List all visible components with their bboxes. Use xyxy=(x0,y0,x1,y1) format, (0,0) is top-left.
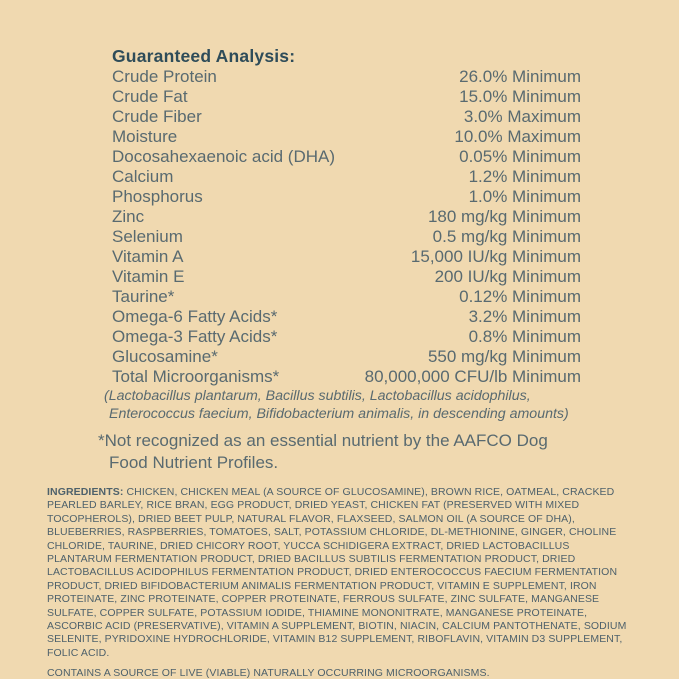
nutrient-name: Omega-6 Fatty Acids* xyxy=(112,307,278,326)
nutrient-name: Total Microorganisms* xyxy=(112,367,280,386)
analysis-row xyxy=(112,187,581,207)
aafco-footnote-line: Food Nutrient Profiles. xyxy=(109,452,279,472)
guaranteed-analysis-heading: Guaranteed Analysis: xyxy=(112,46,296,66)
nutrient-value: 0.8% Minimum xyxy=(468,327,581,346)
nutrient-name: Crude Fiber xyxy=(112,107,202,126)
nutrient-name: Vitamin A xyxy=(112,247,184,266)
ingredients-section xyxy=(47,486,635,679)
analysis-row xyxy=(112,307,581,327)
nutrient-value: 1.0% Minimum xyxy=(468,187,581,206)
nutrient-name: Docosahexaenoic acid (DHA) xyxy=(112,147,335,166)
nutrient-name: Glucosamine* xyxy=(112,347,218,366)
nutrient-value: 80,000,000 CFU/lb Minimum xyxy=(364,367,581,386)
nutrient-value: 180 mg/kg Minimum xyxy=(427,207,581,226)
nutrient-name: Zinc xyxy=(112,207,145,226)
nutrient-value: 10.0% Maximum xyxy=(454,127,581,146)
nutrient-value: 0.5 mg/kg Minimum xyxy=(432,227,581,246)
nutrient-name: Crude Protein xyxy=(112,67,217,86)
nutrient-value: 15,000 IU/kg Minimum xyxy=(410,247,581,266)
nutrient-name: Selenium xyxy=(112,227,183,246)
microorganisms-note xyxy=(104,387,581,423)
analysis-row xyxy=(112,327,581,347)
ingredients-list-text: CHICKEN, CHICKEN MEAL (A SOURCE OF GLUCOSAMINE), BROWN RICE, OATMEAL, CRACKED PEARLED BARLEY, RICE BRAN, EGG PRODUCT, DRIED YEAST, CHICKEN FAT (PRESERVED WITH MIXED TOCOPHEROLS), DRIED BEET PULP, NATURAL FLAVOR, FLAXSEED, SALMON OIL (A SOURCE OF DHA), BLUEBERRIES, RASPBERRIES, TOMATOES, SALT, POTASSIUM CHLORIDE, DL-METHIONINE, GINGER, CHOLINE CHLORIDE, TAURINE, DRIED CHICORY ROOT, YUCCA SCHIDIGERA EXTRACT, DRIED LACTOBACILLUS PLANTARUM FERMENTATION PRODUCT, DRIED BACILLUS SUBTILIS FERMENTATION PRODUCT, DRIED LACTOBACILLUS ACIDOPHILUS FERMENTATION PRODUCT, DRIED ENTEROCOCCUS FAECIUM FERMENTATION PRODUCT, DRIED BIFIDOBACTERIUM ANIMALIS FERMENTATION PRODUCT, VITAMIN E SUPPLEMENT, IRON PROTEINATE, ZINC PROTEINATE, COPPER PROTEINATE, FERROUS SULFATE, ZINC SULFATE, MANGANESE SULFATE, COPPER SULFATE, POTASSIUM IODIDE, THIAMINE MONONITRATE, MANGANESE PROTEINATE, ASCORBIC ACID (PRESERVATIVE), VITAMIN A SUPPLEMENT, BIOTIN, NIACIN, CALCIUM PANTOTHENATE, SODIUM SELENITE, PYRIDOXINE HYDROCHLORIDE, VITAMIN B12 SUPPLEMENT, RIBOFLAVIN, VITAMIN D3 SUPPLEMENT, FOLIC ACID. xyxy=(47,486,627,659)
nutrient-value: 3.2% Minimum xyxy=(468,307,581,326)
nutrient-name: Vitamin E xyxy=(112,267,185,286)
nutrient-value: 26.0% Minimum xyxy=(459,67,581,86)
analysis-row xyxy=(112,167,581,187)
nutrient-value: 200 IU/kg Minimum xyxy=(434,267,581,286)
nutrient-value: 3.0% Maximum xyxy=(463,107,581,126)
analysis-row xyxy=(112,227,581,247)
nutrient-name: Taurine* xyxy=(112,287,175,306)
ingredients-label: INGREDIENTS: xyxy=(47,486,124,498)
nutrient-name: Omega-3 Fatty Acids* xyxy=(112,327,278,346)
nutrient-value: 550 mg/kg Minimum xyxy=(427,347,581,366)
nutrient-value: 0.12% Minimum xyxy=(459,287,581,306)
analysis-row xyxy=(112,67,581,87)
analysis-row xyxy=(112,107,581,127)
aafco-footnote-line: *Not recognized as an essential nutrient by the AAFCO Dog xyxy=(98,431,548,450)
nutrient-name: Crude Fat xyxy=(112,87,188,106)
analysis-row xyxy=(112,147,581,167)
nutrient-value: 15.0% Minimum xyxy=(459,87,581,106)
nutrient-value: 0.05% Minimum xyxy=(459,147,581,166)
ingredients-paragraph xyxy=(47,486,635,660)
nutrient-value: 1.2% Minimum xyxy=(468,167,581,186)
analysis-row xyxy=(112,347,581,367)
analysis-table xyxy=(112,67,581,387)
nutrient-name: Phosphorus xyxy=(112,187,203,206)
analysis-row xyxy=(112,207,581,227)
contains-microorganisms-note: CONTAINS A SOURCE OF LIVE (VIABLE) NATURALLY OCCURRING MICROORGANISMS. xyxy=(47,667,490,679)
analysis-row xyxy=(112,267,581,287)
nutrient-name: Calcium xyxy=(112,167,174,186)
microorganisms-note-line: (Lactobacillus plantarum, Bacillus subtilis, Lactobacillus acidophilus, xyxy=(104,388,531,404)
analysis-row xyxy=(112,87,581,107)
guaranteed-analysis-section xyxy=(98,45,581,473)
nutrient-name: Moisture xyxy=(112,127,178,146)
analysis-row xyxy=(112,247,581,267)
analysis-row xyxy=(112,287,581,307)
aafco-footnote xyxy=(98,430,581,473)
analysis-row xyxy=(112,127,581,147)
microorganisms-note-line: Enterococcus faecium, Bifidobacterium animalis, in descending amounts) xyxy=(109,406,569,422)
analysis-row xyxy=(112,367,581,387)
